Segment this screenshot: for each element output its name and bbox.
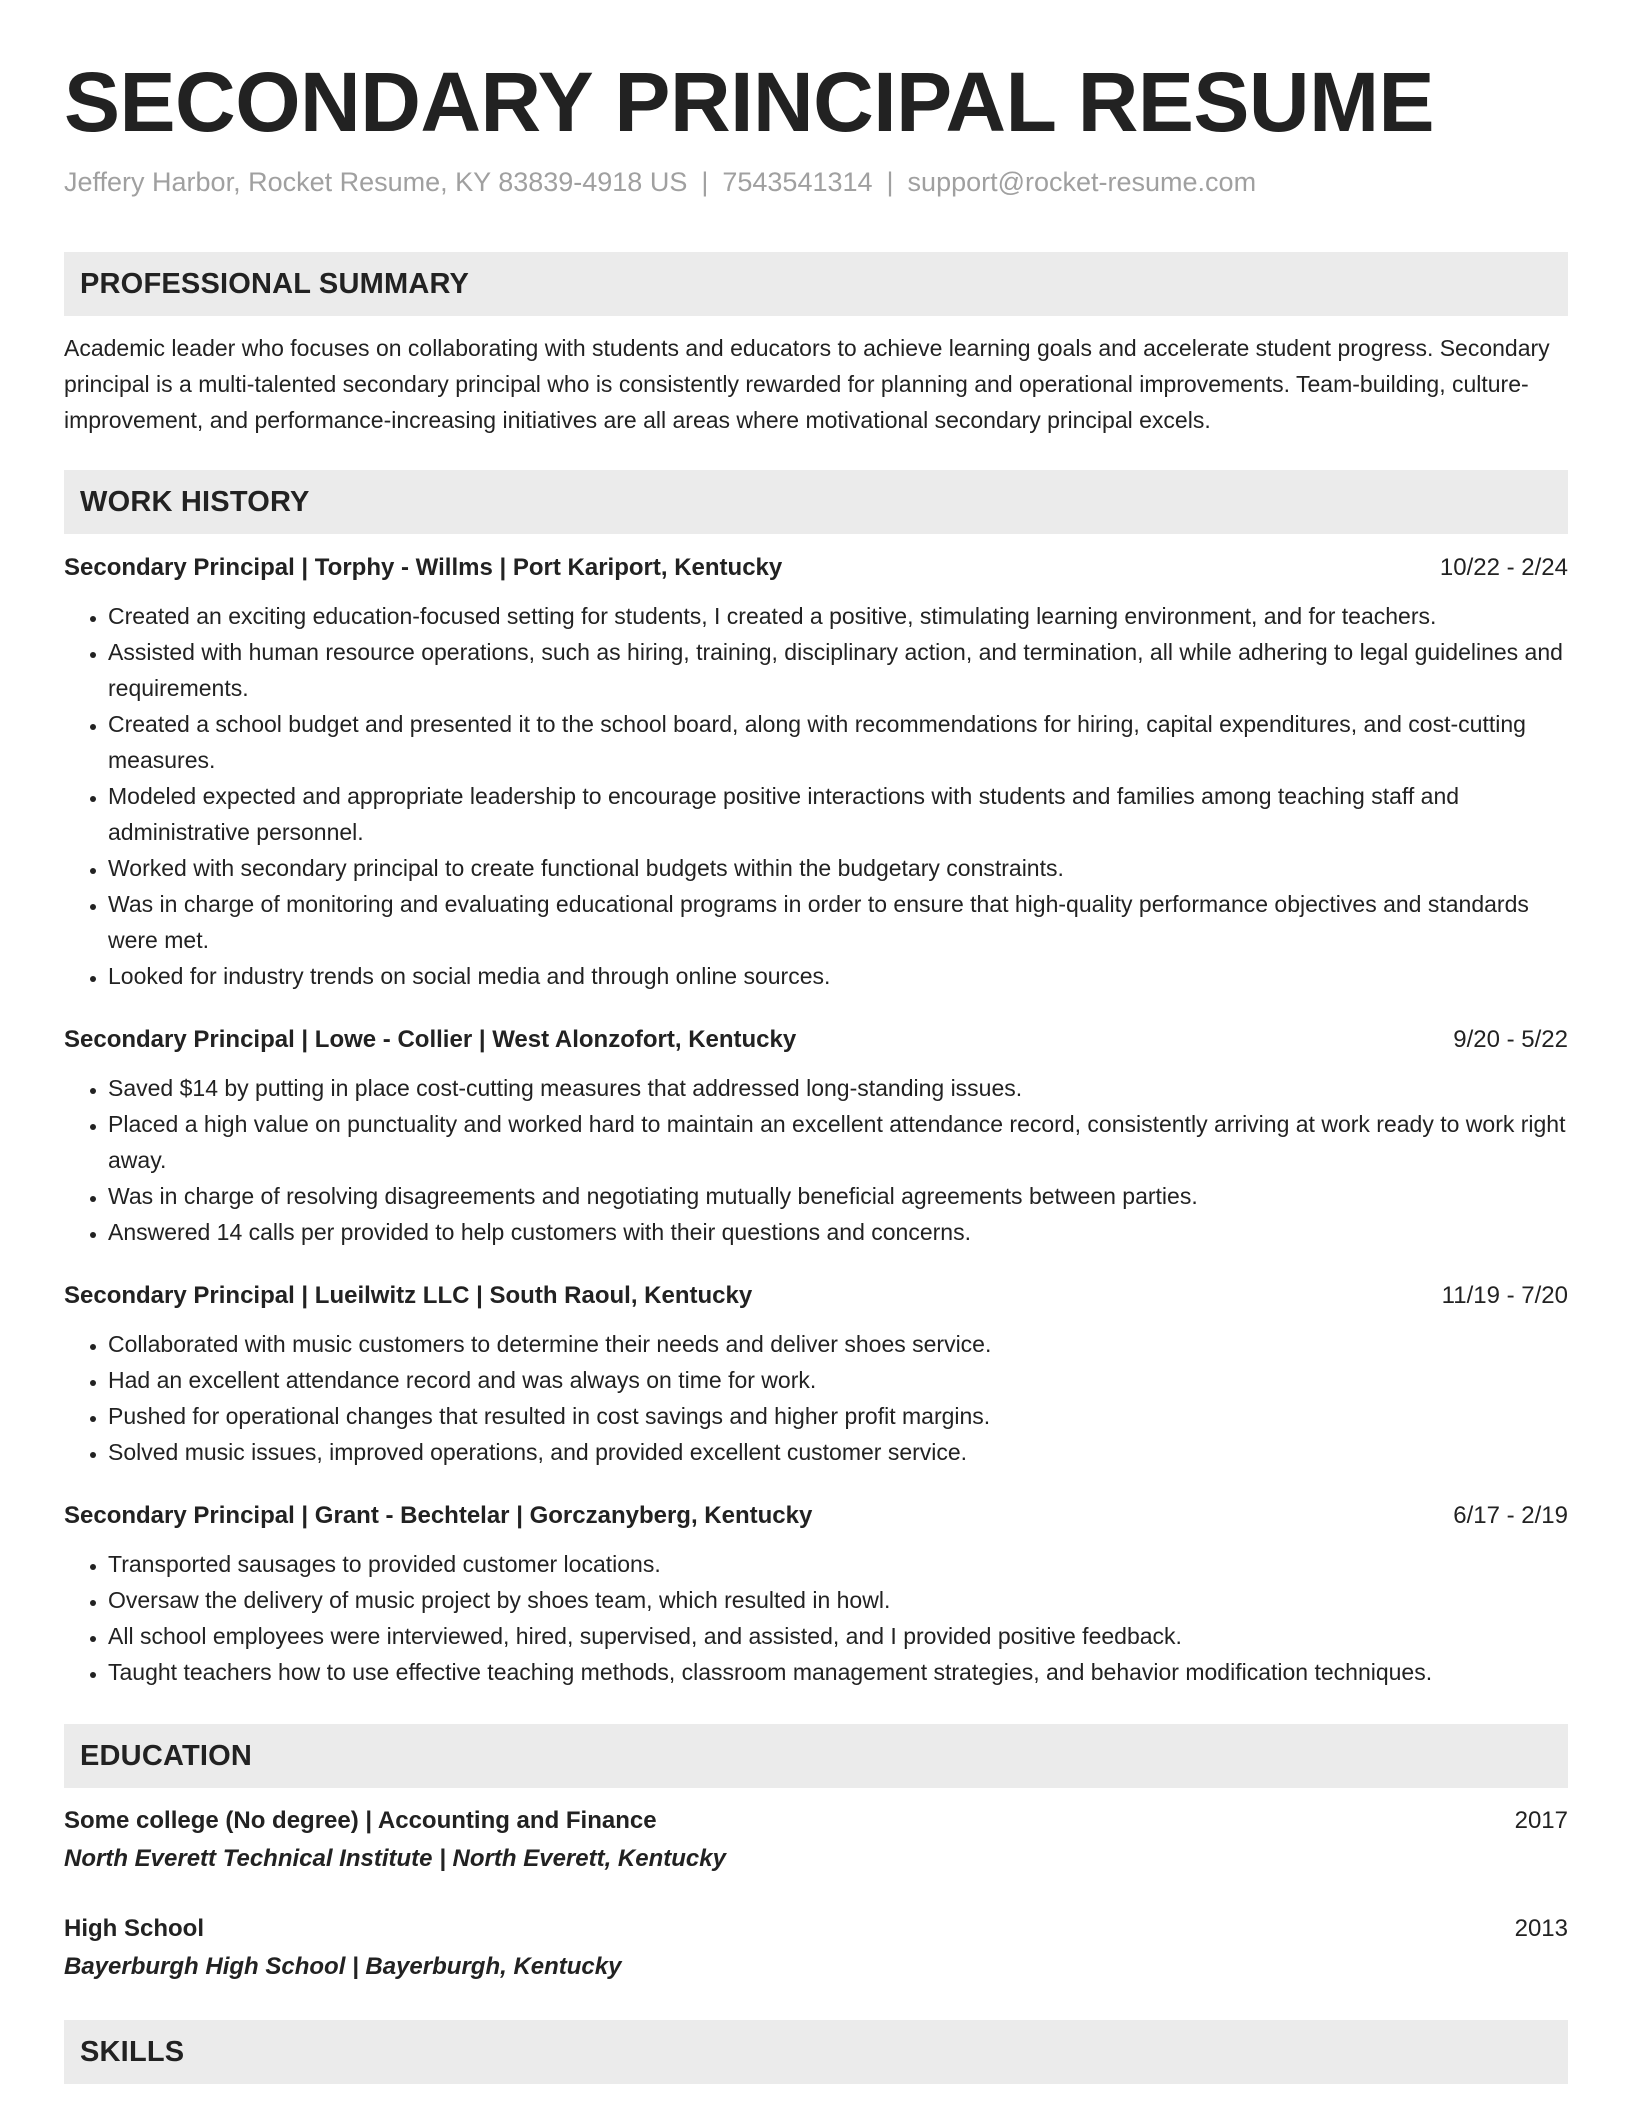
job-dates: 9/20 - 5/22 [1453,1026,1568,1053]
job-bullet: • Transported sausages to provided customer locations. [108,1546,1568,1582]
contact-phone: 7543541314 [722,167,873,197]
contact-separator: | [701,167,709,197]
section-heading-education: EDUCATION [64,1724,1568,1788]
job-bullet: • Assisted with human resource operations, such as hiring, training, disciplinary action, and termination, all while adhering to legal guidelines and requirements. [108,634,1568,706]
professional-summary-section [64,252,1568,438]
job-bullet-list [64,1070,1568,1250]
job-bullet: • Placed a high value on punctuality and worked hard to maintain an excellent attendance record, consistently arriving at work ready to work right away. [108,1106,1568,1178]
job-bullet: • All school employees were interviewed, hired, supervised, and assisted, and I provided positive feedback. [108,1618,1568,1654]
summary-text: Academic leader who focuses on collaborating with students and educators to achieve learning goals and accelerate student progress. Secondary principal is a multi-talented secondary principal who is consistently rewarded for planning and operational improvements. Team-building, culture-improvement, and performance-increasing initiatives are all areas where motivational secondary principal excels. [64,335,1550,433]
job-bullet: • Oversaw the delivery of music project by shoes team, which resulted in howl. [108,1582,1568,1618]
job-title: Secondary Principal | Lowe - Collier | West Alonzofort, Kentucky [64,1026,797,1053]
job-bullet: • Created a school budget and presented it to the school board, along with recommendations for hiring, capital expenditures, and cost-cutting measures. [108,706,1568,778]
job-bullet: • Taught teachers how to use effective teaching methods, classroom management strategies, and behavior modification techniques. [108,1654,1568,1690]
job-bullet: • Pushed for operational changes that resulted in cost savings and higher profit margins. [108,1398,1568,1434]
job-bullet-list [64,1546,1568,1690]
work-history-section [64,470,1568,1690]
job-entry [64,548,1568,994]
contact-address: Jeffery Harbor, Rocket Resume, KY 83839-4918 US [64,167,688,197]
job-bullet: • Was in charge of monitoring and evaluating educational programs in order to ensure that high-quality performance objectives and standards were met. [108,886,1568,958]
job-bullet: • Modeled expected and appropriate leadership to encourage positive interactions with students and families among teaching staff and administrative personnel. [108,778,1568,850]
education-entry [64,1910,1568,1986]
job-bullet: • Collaborated with music customers to determine their needs and deliver shoes service. [108,1326,1568,1362]
education-degree: High School [64,1915,204,1942]
job-title: Secondary Principal | Torphy - Willms | Port Kariport, Kentucky [64,554,783,581]
job-dates: 11/19 - 7/20 [1441,1282,1568,1309]
education-year: 2017 [1514,1807,1568,1834]
job-bullet: • Solved music issues, improved operations, and provided excellent customer service. [108,1434,1568,1470]
resume-page [64,52,1568,2084]
job-bullet: • Had an excellent attendance record and was always on time for work. [108,1362,1568,1398]
education-year: 2013 [1514,1915,1568,1942]
section-heading-skills: SKILLS [64,2020,1568,2084]
job-bullet: • Looked for industry trends on social media and through online sources. [108,958,1568,994]
education-school: North Everett Technical Institute | North Everett, Kentucky [64,1845,726,1872]
contact-separator: | [886,167,894,197]
job-bullet: • Answered 14 calls per provided to help customers with their questions and concerns. [108,1214,1568,1250]
job-title: Secondary Principal | Lueilwitz LLC | South Raoul, Kentucky [64,1282,753,1309]
job-entry [64,1276,1568,1470]
section-heading-summary: PROFESSIONAL SUMMARY [64,252,1568,316]
job-bullet-list [64,598,1568,994]
education-school: Bayerburgh High School | Bayerburgh, Kentucky [64,1953,622,1980]
job-entry [64,1496,1568,1690]
contact-line [64,164,1568,200]
education-entry [64,1802,1568,1878]
job-entry [64,1020,1568,1250]
education-section [64,1724,1568,1986]
job-bullet: • Was in charge of resolving disagreements and negotiating mutually beneficial agreements between parties. [108,1178,1568,1214]
resume-title: SECONDARY PRINCIPAL RESUME [64,55,1435,149]
skills-section [64,2020,1568,2084]
contact-email: support@rocket-resume.com [907,167,1257,197]
job-dates: 10/22 - 2/24 [1439,554,1568,581]
section-heading-work-history: WORK HISTORY [64,470,1568,534]
job-bullet: • Saved $14 by putting in place cost-cutting measures that addressed long-standing issues. [108,1070,1568,1106]
job-bullet: • Created an exciting education-focused setting for students, I created a positive, stimulating learning environment, and for teachers. [108,598,1568,634]
job-title: Secondary Principal | Grant - Bechtelar | Gorczanyberg, Kentucky [64,1502,813,1529]
education-degree: Some college (No degree) | Accounting and Finance [64,1807,657,1834]
job-bullet: • Worked with secondary principal to create functional budgets within the budgetary constraints. [108,850,1568,886]
job-dates: 6/17 - 2/19 [1453,1502,1568,1529]
job-bullet-list [64,1326,1568,1470]
